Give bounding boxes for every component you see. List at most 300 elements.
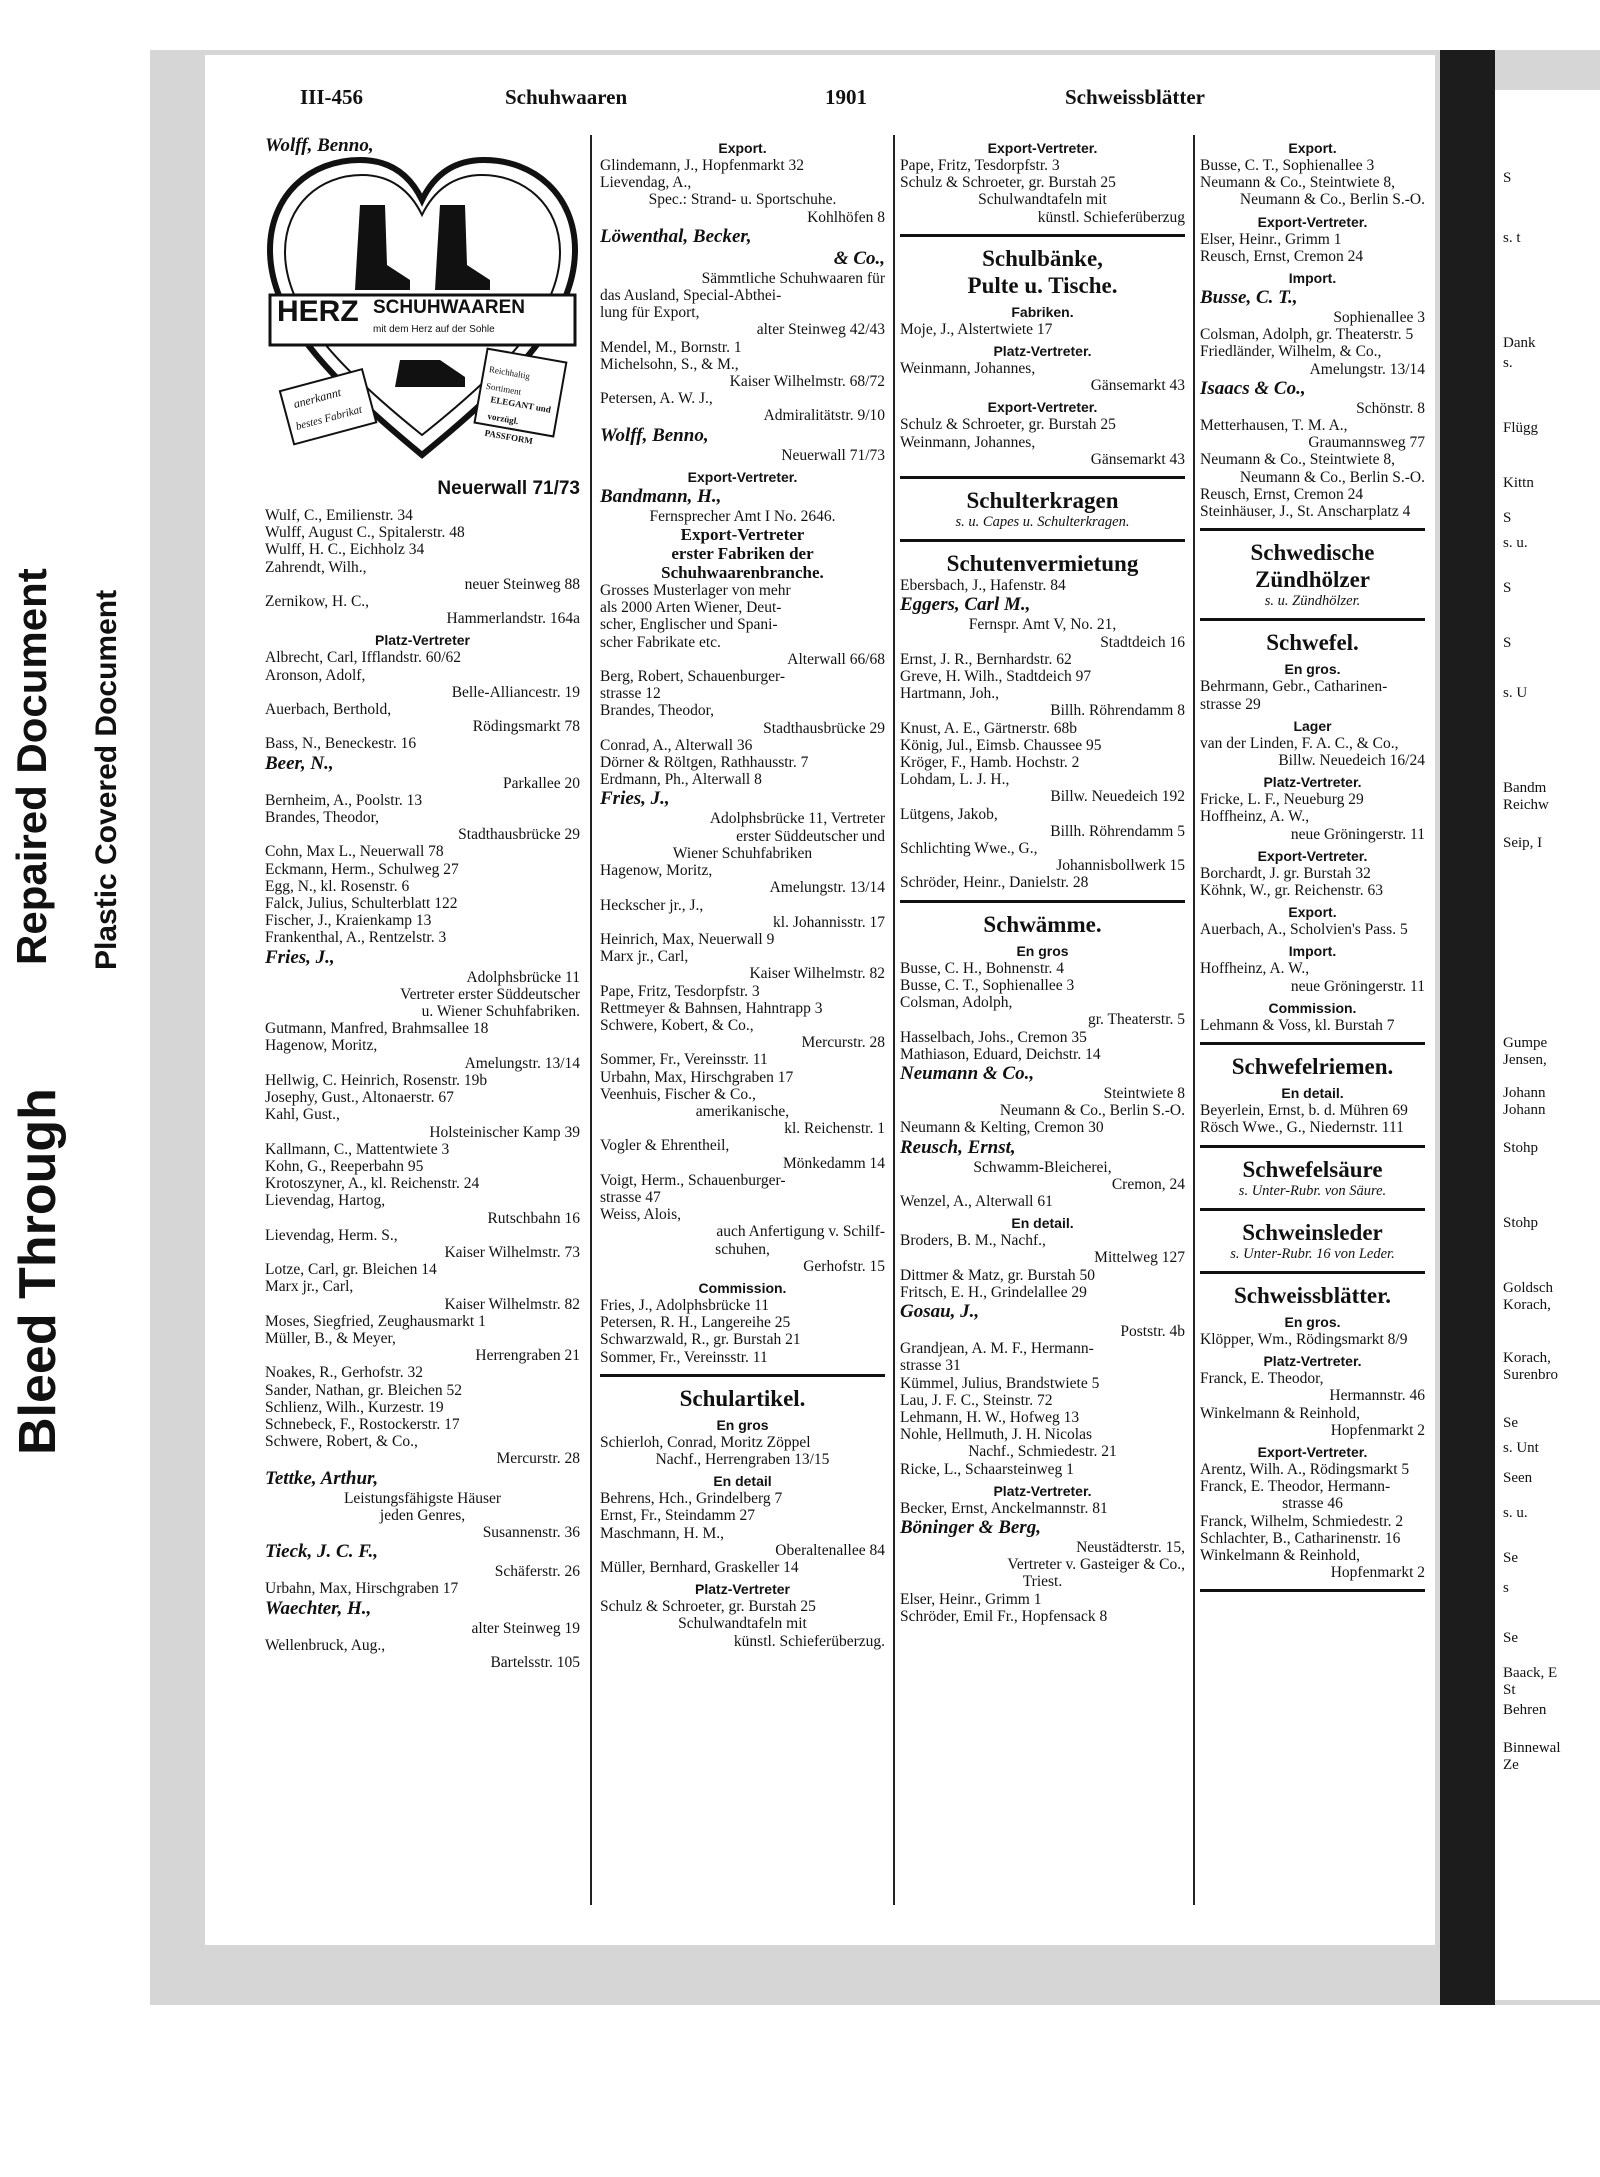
entry-line: Neumann & Co., Berlin S.-O. (1239, 468, 1425, 486)
boot-icon (355, 205, 490, 290)
next-page-fragment: Flügg (1503, 420, 1539, 436)
cross-reference: s. u. Zündhölzer. (1264, 593, 1361, 610)
column-divider (893, 135, 895, 1905)
next-page-fragment: Korach, (1503, 1297, 1551, 1313)
section-rule (1200, 528, 1425, 531)
entry-line: Urbahn, Max, Hirschgraben 17 (265, 1580, 459, 1598)
entry-line: künstl. Schieferüberzug (1037, 208, 1185, 226)
entry-line: strasse 29 (1200, 695, 1261, 713)
entry-line: Leistungsfähigste Häuser (343, 1489, 502, 1507)
entry-line: Arentz, Wilh. A., Rödingsmarkt 5 (1200, 1460, 1410, 1478)
entry-line: Hoffheinz, A. W., (1200, 960, 1310, 978)
entry-line: Hagenow, Moritz, (265, 1037, 378, 1055)
entry-line: Busse, C. T., Sophienallee 3 (1200, 157, 1375, 174)
entry-line: Hellwig, C. Heinrich, Rosenstr. 19b (265, 1071, 488, 1089)
entry-line: Weinmann, Johannes, (900, 433, 1036, 451)
next-page-fragment: Seip, I (1503, 835, 1543, 851)
subheading: Export-Vertreter. (687, 468, 798, 485)
firm-name: Beer, N., (265, 752, 334, 774)
entry-line: Ebersbach, J., Hafenstr. 84 (900, 577, 1066, 595)
firm-name: Bandmann, H., (600, 485, 722, 507)
entry-line: Schäferstr. 26 (494, 1563, 580, 1581)
entry-line: Neumann & Co., Berlin S.-O. (999, 1102, 1185, 1120)
entry-line: Schulwandtafeln mit (678, 1615, 807, 1633)
entry-line: schuhen, (715, 1240, 770, 1258)
entry-line: Zernikow, H. C., (265, 593, 370, 611)
next-page-fragment: s. u. (1503, 535, 1528, 551)
header-left-title: Schuhwaaren (505, 85, 628, 109)
entry-line: Kaiser Wilhelmstr. 82 (749, 965, 885, 983)
entry-line: Schulz & Schroeter, gr. Burstah 25 (600, 1598, 816, 1616)
section-rule (900, 900, 1185, 903)
next-page-fragment: Stohp (1503, 1215, 1539, 1231)
advertisement (265, 135, 580, 507)
entry-line: Müller, B., & Meyer, (265, 1329, 396, 1347)
entry-line: Lievendag, Herm. S., (265, 1226, 398, 1244)
entry-line: Vogler & Ehrentheil, (600, 1137, 730, 1155)
brand-tagline: mit dem Herz auf der Sohle (373, 324, 495, 335)
category-title: Schwefelsäure (1242, 1156, 1383, 1182)
subheading: Import. (1288, 943, 1337, 960)
entry-line: Mercurstr. 28 (496, 1450, 580, 1468)
entry-line: Weinmann, Johannes, (900, 360, 1036, 378)
column-2-entries (600, 140, 885, 1650)
next-page-fragment: St (1503, 1682, 1516, 1698)
entry-line: Auerbach, Berthold, (265, 701, 392, 719)
entry-line: Schröder, Emil Fr., Hopfensack 8 (900, 1607, 1108, 1625)
next-page-fragment: S (1503, 580, 1512, 596)
entry-line: Sander, Nathan, gr. Bleichen 52 (265, 1381, 462, 1399)
entry-line: Wulf, C., Emilienstr. 34 (265, 507, 413, 524)
column-3 (900, 135, 1185, 1915)
subheading: Lager (1293, 717, 1332, 734)
entry-line: Amelungstr. 13/14 (769, 879, 885, 897)
entry-line: neue Gröningerstr. 11 (1290, 977, 1425, 995)
subheading: Export-Vertreter. (987, 140, 1098, 156)
entry-line: Bernheim, A., Poolstr. 13 (265, 791, 423, 809)
next-page-fragment: Reichw (1503, 797, 1549, 813)
next-page-edge (1495, 90, 1600, 2000)
section-rule (1200, 1042, 1425, 1045)
subheading: Platz-Vertreter. (1263, 1353, 1362, 1370)
entry-line: Conrad, A., Alterwall 36 (600, 736, 753, 754)
entry-line: Hasselbach, Johs., Cremon 35 (900, 1028, 1087, 1046)
entry-line: Nohle, Hellmuth, J. H. Nicolas (900, 1426, 1093, 1444)
entry-line: Gerhofstr. 15 (803, 1257, 885, 1275)
category-title: Schwefelriemen. (1231, 1054, 1394, 1080)
subheading: En detail (713, 1473, 772, 1490)
entry-line: scher, Englischer und Spani- (600, 616, 778, 634)
subheading: Export. (718, 140, 767, 156)
category-title: Schutenvermietung (946, 551, 1139, 577)
subheading: Commission. (1268, 999, 1357, 1016)
next-page-fragment: S (1503, 510, 1512, 526)
next-page-fragment: s (1503, 1580, 1509, 1596)
entry-line: Köhnk, W., gr. Reichenstr. 63 (1200, 882, 1383, 900)
entry-line: künstl. Schieferüberzug. (733, 1632, 885, 1650)
entry-line: Auerbach, A., Scholvien's Pass. 5 (1200, 921, 1408, 939)
entry-line: Lievendag, A., (600, 174, 692, 192)
entry-line: Fricke, L. F., Neueburg 29 (1200, 791, 1364, 809)
entry-line: als 2000 Arten Wiener, Deut- (600, 599, 782, 617)
entry-line: amerikanische, (695, 1102, 790, 1120)
entry-line: Mönkedamm 14 (782, 1154, 885, 1172)
entry-line: Marx jr., Carl, (265, 1278, 354, 1296)
entry-line: Vertreter v. Gasteiger & Co., (1007, 1556, 1185, 1574)
entry-line: Hoffheinz, A. W., (1200, 808, 1310, 826)
firm-name: Reusch, Ernst, (900, 1136, 1016, 1158)
entry-line: Hammerlandstr. 164a (446, 610, 580, 628)
column-2 (600, 135, 885, 1915)
category-title: Schulbänke, (982, 245, 1103, 271)
entry-line: Hermannstr. 46 (1329, 1387, 1425, 1405)
entry-line: Winkelmann & Reinhold, (1200, 1404, 1360, 1422)
binding-gutter (1440, 50, 1495, 2005)
category-title: Schwefel. (1266, 630, 1359, 656)
column-1 (265, 135, 580, 1915)
ad-highlight: Schuhwaarenbranche. (661, 563, 824, 583)
section-rule (900, 234, 1185, 237)
entry-line: Lehmann & Voss, kl. Burstah 7 (1200, 1016, 1395, 1034)
subheading: En gros. (1284, 1313, 1341, 1330)
entry-line: Wulff, H. C., Eichholz 34 (265, 541, 425, 559)
section-rule (1200, 1271, 1425, 1274)
entry-line: Cremon, 24 (1111, 1175, 1185, 1193)
entry-line: Noakes, R., Gerhofstr. 32 (265, 1364, 423, 1382)
entry-line: erster Süddeutscher und (736, 827, 885, 845)
entry-line: Fries, J., Adolphsbrücke 11 (600, 1296, 770, 1314)
column-1-entries (265, 507, 580, 1671)
entry-line: Neumann & Co., Steintwiete 8, (1200, 174, 1396, 192)
next-page-fragment: S (1503, 635, 1512, 651)
subheading: Platz-Vertreter (695, 1581, 790, 1598)
entry-line: Grosses Musterlager von mehr (600, 582, 791, 600)
entry-line: Lotze, Carl, gr. Bleichen 14 (265, 1261, 437, 1279)
entry-line: Wiener Schuhfabriken (672, 844, 813, 862)
entry-line: Johannisbollwerk 15 (1056, 857, 1185, 875)
entry-line: Parkallee 20 (502, 774, 580, 792)
entry-line: Schlienz, Wilh., Kurzestr. 19 (265, 1398, 444, 1416)
next-page-fragment: Dank (1503, 335, 1536, 351)
entry-line: Neumann & Co., Berlin S.-O. (1239, 191, 1425, 209)
entry-line: Stadthausbrücke 29 (458, 826, 580, 844)
entry-line: Weiss, Alois, (600, 1206, 681, 1224)
entry-line: Eckmann, Herm., Schulweg 27 (265, 860, 459, 878)
entry-line: Franck, Wilhelm, Schmiedestr. 2 (1200, 1512, 1404, 1530)
category-title: Schulterkragen (966, 488, 1119, 514)
entry-line: u. Wiener Schuhfabriken. (421, 1003, 580, 1021)
page-number: III-456 (300, 85, 364, 109)
entry-line: Vertreter erster Süddeutscher (400, 985, 580, 1003)
subheading: En detail. (1281, 1085, 1344, 1102)
entry-line: Fischer, J., Kraienkamp 13 (265, 912, 432, 930)
entry-line: Colsman, Adolph, (900, 994, 1013, 1012)
entry-line: Kohn, G., Reeperbahn 95 (265, 1157, 424, 1175)
entry-line: kl. Johannisstr. 17 (773, 913, 885, 931)
header-year: 1901 (825, 85, 867, 109)
subheading: Export-Vertreter. (1257, 1443, 1368, 1460)
column-3-entries (900, 140, 1185, 1625)
entry-line: Bartelsstr. 105 (490, 1653, 580, 1671)
entry-line: Broders, B. M., Nachf., (900, 1232, 1046, 1250)
page-header (205, 85, 1435, 125)
entry-line: Belle-Alliancestr. 19 (451, 683, 580, 701)
firm-name: Gosau, J., (900, 1300, 980, 1322)
column-4-entries (1200, 140, 1425, 1592)
entry-line: Dittmer & Matz, gr. Burstah 50 (900, 1266, 1096, 1284)
firm-name: Neumann & Co., (900, 1062, 1035, 1084)
entry-line: Amelungstr. 13/14 (464, 1054, 580, 1072)
entry-line: Schlachter, B., Catharinenstr. 16 (1200, 1529, 1401, 1547)
column-divider (1193, 135, 1195, 1905)
entry-line: Adolphsbrücke 11 (466, 968, 580, 986)
entry-line: Albrecht, Carl, Ifflandstr. 60/62 (265, 649, 462, 667)
entry-line: Behrmann, Gebr., Catharinen- (1200, 678, 1388, 696)
entry-line: Nachf., Schmiedestr. 21 (968, 1443, 1117, 1461)
entry-line: Kaiser Wilhelmstr. 82 (444, 1295, 580, 1313)
section-rule (1200, 1589, 1425, 1592)
next-page-fragment: Seen (1503, 1470, 1533, 1486)
entry-line: Petersen, R. H., Langereihe 25 (600, 1314, 791, 1332)
entry-line: Klöpper, Wm., Rödingsmarkt 8/9 (1200, 1330, 1408, 1348)
entry-line: Voigt, Herm., Schauenburger- (600, 1171, 786, 1189)
entry-line: Falck, Julius, Schulterblatt 122 (265, 895, 458, 913)
entry-line: Susannenstr. 36 (482, 1523, 580, 1541)
section-rule (1200, 1208, 1425, 1211)
entry-line: Sommer, Fr., Vereinsstr. 11 (600, 1051, 768, 1069)
entry-line: Lohdam, L. J. H., (900, 771, 1010, 789)
firm-name: Busse, C. T., (1200, 287, 1298, 309)
entry-line: Wulff, August C., Spitalerstr. 48 (265, 524, 465, 542)
next-page-fragment: Se (1503, 1630, 1518, 1646)
entry-line: Kümmel, Julius, Brandstwiete 5 (900, 1374, 1100, 1392)
category-title: Zündhölzer (1254, 567, 1371, 593)
entry-line: Hagenow, Moritz, (600, 862, 713, 880)
ad-address: Neuerwall 71/73 (437, 478, 580, 499)
entry-line: Knust, A. E., Gärtnerstr. 68b (900, 719, 1077, 737)
subheading: Platz-Vertreter. (993, 1482, 1092, 1499)
cross-reference: s. u. Capes u. Schulterkragen. (955, 514, 1130, 531)
entry-line: Moje, J., Alstertwiete 17 (900, 320, 1053, 338)
entry-line: Schwere, Kobert, & Co., (600, 1016, 754, 1034)
entry-line: gr. Theaterstr. 5 (1088, 1011, 1185, 1029)
entry-line: Kaiser Wilhelmstr. 73 (444, 1243, 580, 1261)
entry-line: Neumann & Kelting, Cremon 30 (900, 1119, 1104, 1137)
subheading: Export. (1288, 904, 1337, 921)
section-rule (600, 1374, 885, 1377)
ad-highlight: Export-Vertreter (680, 525, 805, 545)
entry-line: Rösch Wwe., G., Niedernstr. 111 (1200, 1119, 1404, 1137)
left-badge-text2: bestes Fabrikat (294, 403, 364, 433)
entry-line: Mathiason, Eduard, Deichstr. 14 (900, 1045, 1101, 1063)
firm-name: Fries, J., (600, 788, 670, 810)
cross-reference: s. Unter-Rubr. 16 von Leder. (1230, 1245, 1395, 1262)
entry-line: Veenhuis, Fischer & Co., (600, 1085, 756, 1103)
entry-line: Holsteinischer Kamp 39 (429, 1123, 580, 1141)
entry-line: Hopfenmarkt 2 (1330, 1564, 1425, 1582)
right-badge-text2: ELEGANT und vorzügl. PASSFORM (483, 394, 552, 447)
entry-line: Brandes, Theodor, (600, 702, 715, 720)
entry-line: Busse, C. T., Sophienallee 3 (900, 976, 1075, 994)
entry-line: Borchardt, J. gr. Burstah 32 (1200, 864, 1371, 882)
firm-name: Böninger & Berg, (900, 1516, 1041, 1538)
entry-line: das Ausland, Special-Abthei- (600, 287, 782, 305)
firm-name: Tieck, J. C. F., (265, 1541, 378, 1563)
entry-line: Adolphsbrücke 11, Vertreter (709, 810, 885, 828)
next-page-fragment: s. (1503, 355, 1513, 371)
entry-line: Gänsemarkt 43 (1090, 377, 1185, 395)
entry-line: Hartmann, Joh., (900, 685, 1000, 703)
entry-line: Mendel, M., Bornstr. 1 (600, 338, 742, 356)
category-title: Schweinsleder (1242, 1219, 1383, 1245)
firm-name: Löwenthal, Becker, (600, 225, 752, 247)
next-page-fragment: S (1503, 170, 1512, 186)
left-badge-text: anerkannt (291, 384, 343, 412)
directory-page (205, 55, 1435, 1945)
entry-line: strasse 31 (900, 1357, 961, 1375)
entry-line: Mittelweg 127 (1094, 1249, 1185, 1267)
entry-line: Müller, Bernhard, Graskeller 14 (600, 1559, 799, 1576)
entry-line: neuer Steinweg 88 (464, 575, 580, 593)
entry-line: Sämmtliche Schuhwaaren für (701, 269, 885, 287)
subheading: Export-Vertreter. (1257, 213, 1368, 230)
entry-line: Kröger, F., Hamb. Hochstr. 2 (900, 754, 1080, 772)
entry-line: Oberaltenallee 84 (775, 1541, 885, 1559)
entry-line: Heinrich, Max, Neuerwall 9 (600, 930, 775, 948)
entry-line: Kohlhöfen 8 (807, 208, 885, 226)
firm-name: Isaacs & Co., (1200, 377, 1306, 399)
entry-line: Josephy, Gust., Altonaerstr. 67 (265, 1089, 454, 1107)
right-badge-text: Reichhaltig Sortiment (485, 364, 531, 398)
category-title: Schwedische (1250, 540, 1375, 566)
entry-line: Behrens, Hch., Grindelberg 7 (600, 1490, 783, 1508)
entry-line: Kallmann, C., Mattentwiete 3 (265, 1140, 450, 1158)
entry-line: Schulz & Schroeter, gr. Burstah 25 (900, 416, 1116, 434)
entry-line: Gutmann, Manfred, Brahmsallee 18 (265, 1020, 489, 1038)
entry-line: Amelungstr. 13/14 (1309, 360, 1425, 378)
header-right-title: Schweissblätter (1065, 85, 1205, 109)
entry-line: Reusch, Ernst, Cremon 24 (1200, 485, 1364, 503)
entry-line: König, Jul., Eimsb. Chaussee 95 (900, 736, 1102, 754)
entry-line: Schulz & Schroeter, gr. Burstah 25 (900, 174, 1116, 192)
entry-line: Lütgens, Jakob, (900, 805, 998, 823)
entry-line: Ernst, J. R., Bernhardstr. 62 (900, 650, 1072, 668)
subheading: Export-Vertreter. (987, 399, 1098, 416)
category-title: Schweissblätter. (1234, 1282, 1391, 1308)
firm-name: Tettke, Arthur, (265, 1467, 379, 1489)
stamp-bleed-through: Bleed Through (9, 1088, 67, 1455)
entry-line: Colsman, Adolph, gr. Theaterstr. 5 (1200, 326, 1414, 344)
next-page-fragment: Kittn (1503, 475, 1534, 491)
next-page-fragment: Ze (1503, 1757, 1519, 1773)
entry-line: Wellenbruck, Aug., (265, 1636, 386, 1654)
entry-line: Billh. Röhrendamm 8 (1050, 702, 1185, 720)
column-4 (1200, 135, 1425, 1915)
entry-line: Winkelmann & Reinhold, (1200, 1546, 1360, 1564)
entry-line: Zahrendt, Wilh., (265, 558, 367, 576)
entry-line: Glindemann, J., Hopfenmarkt 32 (600, 157, 805, 174)
side-stamp (0, 470, 150, 1490)
entry-line: Billw. Neuedeich 192 (1050, 788, 1185, 806)
next-page-fragment: Se (1503, 1415, 1518, 1431)
entry-line: Urbahn, Max, Hirschgraben 17 (600, 1068, 794, 1086)
next-page-fragment: Behren (1503, 1702, 1547, 1718)
firm-name: Fries, J., (265, 946, 335, 968)
section-rule (1200, 618, 1425, 621)
entry-line: Schierloh, Conrad, Moritz Zöppel (600, 1433, 811, 1451)
entry-line: Gänsemarkt 43 (1090, 450, 1185, 468)
entry-line: Neumann & Co., Steintwiete 8, (1200, 451, 1396, 469)
entry-line: Stadthausbrücke 29 (763, 719, 885, 737)
next-page-fragment: Gumpe (1503, 1035, 1548, 1051)
stamp-plastic-covered: Plastic Covered Document (90, 589, 123, 970)
entry-line: Schönstr. 8 (1356, 399, 1425, 417)
entry-line: Moses, Siegfried, Zeughausmarkt 1 (265, 1312, 486, 1330)
subheading: En gros (1016, 942, 1069, 959)
entry-line: Franck, E. Theodor, Hermann- (1200, 1478, 1391, 1496)
shoe-icon (395, 360, 465, 387)
entry-line: Egg, N., kl. Rosenstr. 6 (265, 877, 410, 895)
entry-line: lung für Export, (600, 304, 700, 322)
entry-line: Lehmann, H. W., Hofweg 13 (900, 1408, 1080, 1426)
entry-line: Pape, Fritz, Tesdorpfstr. 3 (600, 982, 760, 1000)
entry-line: Schwere, Robert, & Co., (265, 1433, 418, 1451)
entry-line: Becker, Ernst, Anckelmannstr. 81 (900, 1499, 1108, 1517)
entry-line: Ricke, L., Schaarsteinweg 1 (900, 1460, 1074, 1478)
entry-line: Ernst, Fr., Steindamm 27 (600, 1507, 755, 1525)
subheading: Platz-Vertreter. (993, 343, 1092, 360)
entry-line: Steinhäuser, J., St. Anscharplatz 4 (1200, 503, 1411, 521)
entry-line: Fernspr. Amt V, No. 21, (968, 616, 1117, 634)
entry-line: Mercurstr. 28 (801, 1034, 885, 1052)
next-page-fragment: Johann (1503, 1102, 1546, 1118)
entry-line: Greve, H. Wilh., Stadtdeich 97 (900, 668, 1092, 686)
entry-line: Beyerlein, Ernst, b. d. Mühren 69 (1200, 1102, 1408, 1120)
entry-line: Poststr. 4b (1120, 1322, 1185, 1340)
firm-name: Eggers, Carl M., (900, 594, 1031, 616)
next-page-fragment: Stohp (1503, 1140, 1539, 1156)
entry-line: Fernsprecher Amt I No. 2646. (649, 507, 836, 525)
entry-line: van der Linden, F. A. C., & Co., (1200, 734, 1399, 752)
entry-line: Frankenthal, A., Rentzelstr. 3 (265, 929, 447, 947)
entry-line: Petersen, A. W. J., (600, 390, 713, 408)
entry-line: alter Steinweg 19 (471, 1619, 580, 1637)
entry-line: Hopfenmarkt 2 (1330, 1421, 1425, 1439)
subheading: Export-Vertreter. (1257, 847, 1368, 864)
subheading: Platz-Vertreter. (1263, 774, 1362, 791)
entry-line: Wenzel, A., Alterwall 61 (900, 1192, 1053, 1210)
entry-line: alter Steinweg 42/43 (756, 321, 885, 339)
entry-line: Metterhausen, T. M. A., (1200, 417, 1348, 435)
entry-line: Elser, Heinr., Grimm 1 (900, 1590, 1042, 1608)
entry-line: Kaiser Wilhelmstr. 68/72 (729, 373, 885, 391)
next-page-fragment: s. U (1503, 685, 1528, 701)
firm-name: Waechter, H., (265, 1597, 372, 1619)
entry-line: Admiralitätstr. 9/10 (763, 407, 885, 425)
category-title: Schwämme. (983, 911, 1102, 937)
entry-line: Schnebeck, F., Rostockerstr. 17 (265, 1415, 460, 1433)
entry-line: strasse 46 (1282, 1495, 1343, 1513)
entry-line: Berg, Robert, Schauenburger- (600, 668, 786, 686)
entry-line: kl. Reichenstr. 1 (784, 1120, 885, 1138)
entry-line: Schulwandtafeln mit (978, 191, 1107, 209)
entry-line: Nachf., Herrengraben 13/15 (655, 1450, 830, 1468)
entry-line: Graumannsweg 77 (1308, 434, 1425, 452)
entry-line: Cohn, Max L., Neuerwall 78 (265, 843, 444, 861)
entry-line: Krotoszyner, A., kl. Reichenstr. 24 (265, 1175, 480, 1193)
entry-line: Sommer, Fr., Vereinsstr. 11 (600, 1348, 768, 1366)
subheading: Export. (1288, 140, 1337, 156)
